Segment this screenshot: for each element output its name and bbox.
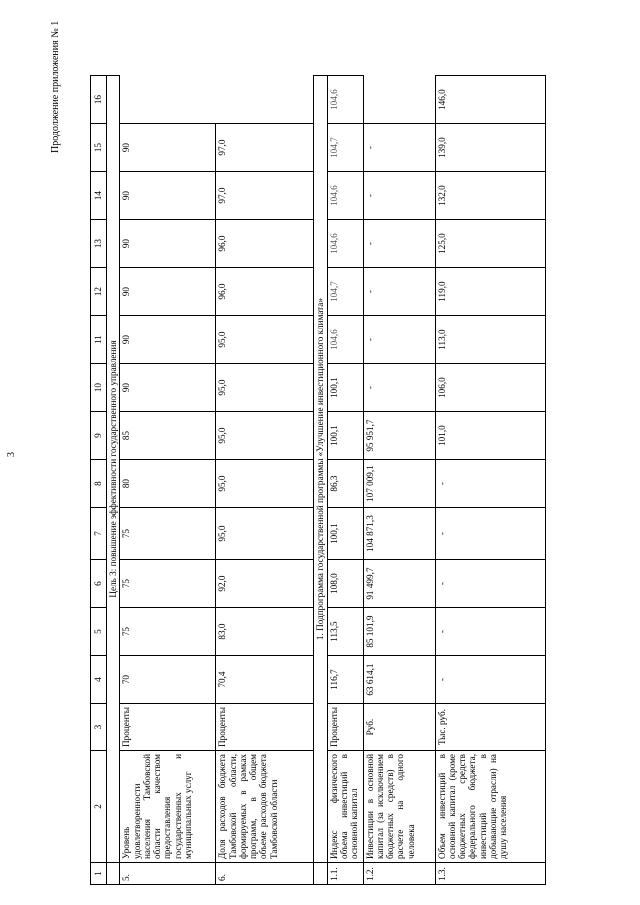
row-index: 6. <box>216 863 314 885</box>
value-cell: 95,0 <box>216 412 314 460</box>
value-cell: 90 <box>120 124 216 172</box>
value-cell: - <box>363 364 435 412</box>
column-number: 3 <box>91 704 107 751</box>
value-cell: 132,0 <box>435 172 545 220</box>
value-cell: 90 <box>120 316 216 364</box>
section-header-row <box>107 76 120 885</box>
value-cell: - <box>435 508 545 560</box>
value-cell: 104,7 <box>327 268 363 316</box>
column-number: 7 <box>91 508 107 560</box>
value-cell: 101,0 <box>435 412 545 460</box>
column-number: 10 <box>91 364 107 412</box>
value-cell: 104,6 <box>327 316 363 364</box>
value-cell: - <box>363 124 435 172</box>
value-cell: 91 499,7 <box>363 560 435 608</box>
value-cell: 95,0 <box>216 316 314 364</box>
value-cell: 95,0 <box>216 364 314 412</box>
value-cell: 107 009,1 <box>363 460 435 508</box>
table-row <box>216 76 314 885</box>
value-cell: 97,0 <box>216 124 314 172</box>
value-cell: 96,0 <box>216 220 314 268</box>
value-cell: 104,6 <box>327 76 363 124</box>
value-cell: - <box>435 656 545 704</box>
value-cell: 70 <box>120 656 216 704</box>
page-number: 3 <box>6 452 17 457</box>
column-number: 6 <box>91 560 107 608</box>
value-cell: - <box>363 172 435 220</box>
value-cell: 95 951,7 <box>363 412 435 460</box>
value-cell: - <box>435 560 545 608</box>
column-number: 14 <box>91 172 107 220</box>
section-title: 1. Подпрограмма государственной программы «Улучшение инвестиционного климата» <box>314 76 327 863</box>
value-cell: 125,0 <box>435 220 545 268</box>
indicator-name: Объем инвестиций в основной капитал (кроме бюджетных средств федерального бюджета, инвестиций в добывающие отрасли) на душу населения <box>435 751 545 863</box>
table-row <box>327 76 363 885</box>
value-cell: 63 614,1 <box>363 656 435 704</box>
column-number: 4 <box>91 656 107 704</box>
unit: Тыс. руб. <box>435 704 545 751</box>
table-row <box>435 76 545 885</box>
value-cell: - <box>435 460 545 508</box>
unit: Руб. <box>363 704 435 751</box>
section-header-row <box>314 76 327 885</box>
value-cell: 86,3 <box>327 460 363 508</box>
value-cell: 75 <box>120 508 216 560</box>
value-cell: 119,0 <box>435 268 545 316</box>
value-cell: 104,6 <box>327 220 363 268</box>
value-cell: 113,5 <box>327 608 363 656</box>
indicators-table <box>90 75 546 885</box>
value-cell: 80 <box>120 460 216 508</box>
value-cell: 90 <box>120 172 216 220</box>
column-number: 12 <box>91 268 107 316</box>
column-number: 8 <box>91 460 107 508</box>
value-cell: 75 <box>120 608 216 656</box>
column-number: 13 <box>91 220 107 268</box>
column-number: 2 <box>91 751 107 863</box>
value-cell: 116,7 <box>327 656 363 704</box>
value-cell: - <box>363 220 435 268</box>
indicator-name: Инвестиции в основной капитал (за исключением бюджетных средств) в расчете на одного человека <box>363 751 435 863</box>
row-index: 1.1. <box>327 863 363 885</box>
value-cell: 70,4 <box>216 656 314 704</box>
indicator-name: Уровень удовлетворенности населения Тамбовской области качеством предоставления государственных и муниципальных услуг <box>120 751 216 863</box>
value-cell: 108,0 <box>327 560 363 608</box>
value-cell: 100,1 <box>327 364 363 412</box>
value-cell: - <box>435 608 545 656</box>
value-cell: 90 <box>120 364 216 412</box>
row-index: 5. <box>120 863 216 885</box>
value-cell: - <box>363 268 435 316</box>
value-cell: 100,1 <box>327 508 363 560</box>
column-number: 9 <box>91 412 107 460</box>
section-title: Цель 3: повышение эффективности государственного управления <box>107 76 120 863</box>
unit: Проценты <box>327 704 363 751</box>
value-cell: 104,7 <box>327 124 363 172</box>
column-number-row <box>91 76 107 885</box>
value-cell: 95,0 <box>216 508 314 560</box>
row-index: 1.3. <box>435 863 545 885</box>
column-number: 1 <box>91 863 107 885</box>
value-cell: 97,0 <box>216 172 314 220</box>
table-row <box>120 76 216 885</box>
value-cell: 106,0 <box>435 364 545 412</box>
row-index: 1.2. <box>363 863 435 885</box>
table-row <box>363 76 435 885</box>
value-cell: 92,0 <box>216 560 314 608</box>
value-cell: 96,0 <box>216 268 314 316</box>
value-cell: 146,0 <box>435 76 545 124</box>
value-cell: 100,1 <box>327 412 363 460</box>
unit: Проценты <box>120 704 216 751</box>
appendix-continuation-label: Продолжение приложения № 1 <box>50 20 61 153</box>
value-cell: 95,0 <box>216 460 314 508</box>
indicator-name: Индекс физического объема инвестиций в основной капитал <box>327 751 363 863</box>
value-cell: - <box>363 316 435 364</box>
value-cell: 75 <box>120 560 216 608</box>
value-cell: 104,6 <box>327 172 363 220</box>
value-cell: 104 871,3 <box>363 508 435 560</box>
indicator-name: Доля расходов бюджета Тамбовской области, формируемых в рамках программ, в общем объеме расходов бюджета Тамбовской области <box>216 751 314 863</box>
value-cell: 85 <box>120 412 216 460</box>
value-cell: 90 <box>120 268 216 316</box>
column-number: 16 <box>91 76 107 124</box>
column-number: 15 <box>91 124 107 172</box>
value-cell: 90 <box>120 220 216 268</box>
column-number: 5 <box>91 608 107 656</box>
value-cell: 85 101,9 <box>363 608 435 656</box>
column-number: 11 <box>91 316 107 364</box>
value-cell: 83,0 <box>216 608 314 656</box>
value-cell: 113,0 <box>435 316 545 364</box>
value-cell: 139,0 <box>435 124 545 172</box>
unit: Проценты <box>216 704 314 751</box>
